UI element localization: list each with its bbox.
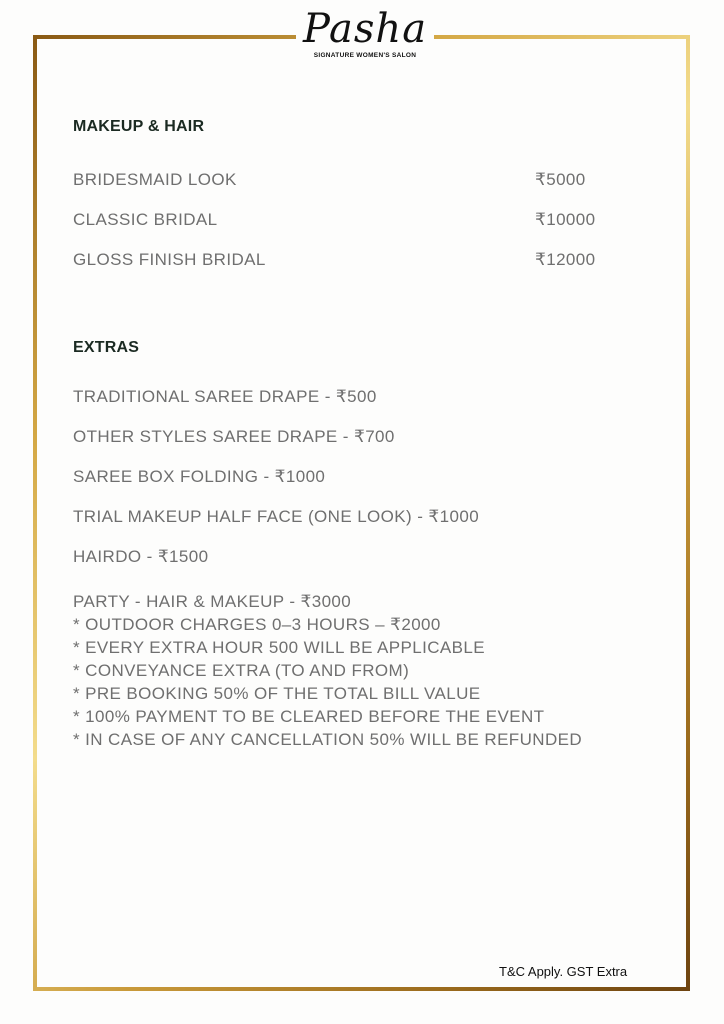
note-line: * OUTDOOR CHARGES 0–3 HOURS – ₹2000 <box>73 615 441 634</box>
section-title-makeup-hair: MAKEUP & HAIR <box>73 118 205 135</box>
brand-logo <box>296 6 434 72</box>
item-price: ₹10000 <box>535 210 596 229</box>
terms-notes <box>73 590 593 751</box>
extra-item: HAIRDO - ₹1500 <box>73 547 209 566</box>
brand-tagline: SIGNATURE WOMEN'S SALON <box>313 52 417 59</box>
price-row-bridesmaid <box>73 170 613 194</box>
extra-item: SAREE BOX FOLDING - ₹1000 <box>73 467 326 486</box>
item-price: ₹5000 <box>535 170 586 189</box>
footer-note: T&C Apply. GST Extra <box>499 964 628 979</box>
item-name: GLOSS FINISH BRIDAL <box>73 250 266 269</box>
note-line: * EVERY EXTRA HOUR 500 WILL BE APPLICABLE <box>73 638 485 657</box>
extra-item: OTHER STYLES SAREE DRAPE - ₹700 <box>73 427 395 446</box>
note-line: PARTY - HAIR & MAKEUP - ₹3000 <box>73 592 352 611</box>
brand-name: Pasha <box>302 6 428 52</box>
price-row-gloss-bridal <box>73 250 613 274</box>
item-name: CLASSIC BRIDAL <box>73 210 218 229</box>
item-name: BRIDESMAID LOOK <box>73 170 237 189</box>
note-line: * IN CASE OF ANY CANCELLATION 50% WILL BE REFUNDED <box>73 730 583 749</box>
note-line: * CONVEYANCE EXTRA (TO AND FROM) <box>73 661 410 680</box>
price-row-classic-bridal <box>73 210 613 234</box>
note-line: * PRE BOOKING 50% OF THE TOTAL BILL VALUE <box>73 684 481 703</box>
section-title-extras: EXTRAS <box>73 339 140 356</box>
extra-item: TRADITIONAL SAREE DRAPE - ₹500 <box>73 387 377 406</box>
note-line: * 100% PAYMENT TO BE CLEARED BEFORE THE EVENT <box>73 707 545 726</box>
extra-item: TRIAL MAKEUP HALF FACE (ONE LOOK) - ₹1000 <box>73 507 480 526</box>
item-price: ₹12000 <box>535 250 596 269</box>
